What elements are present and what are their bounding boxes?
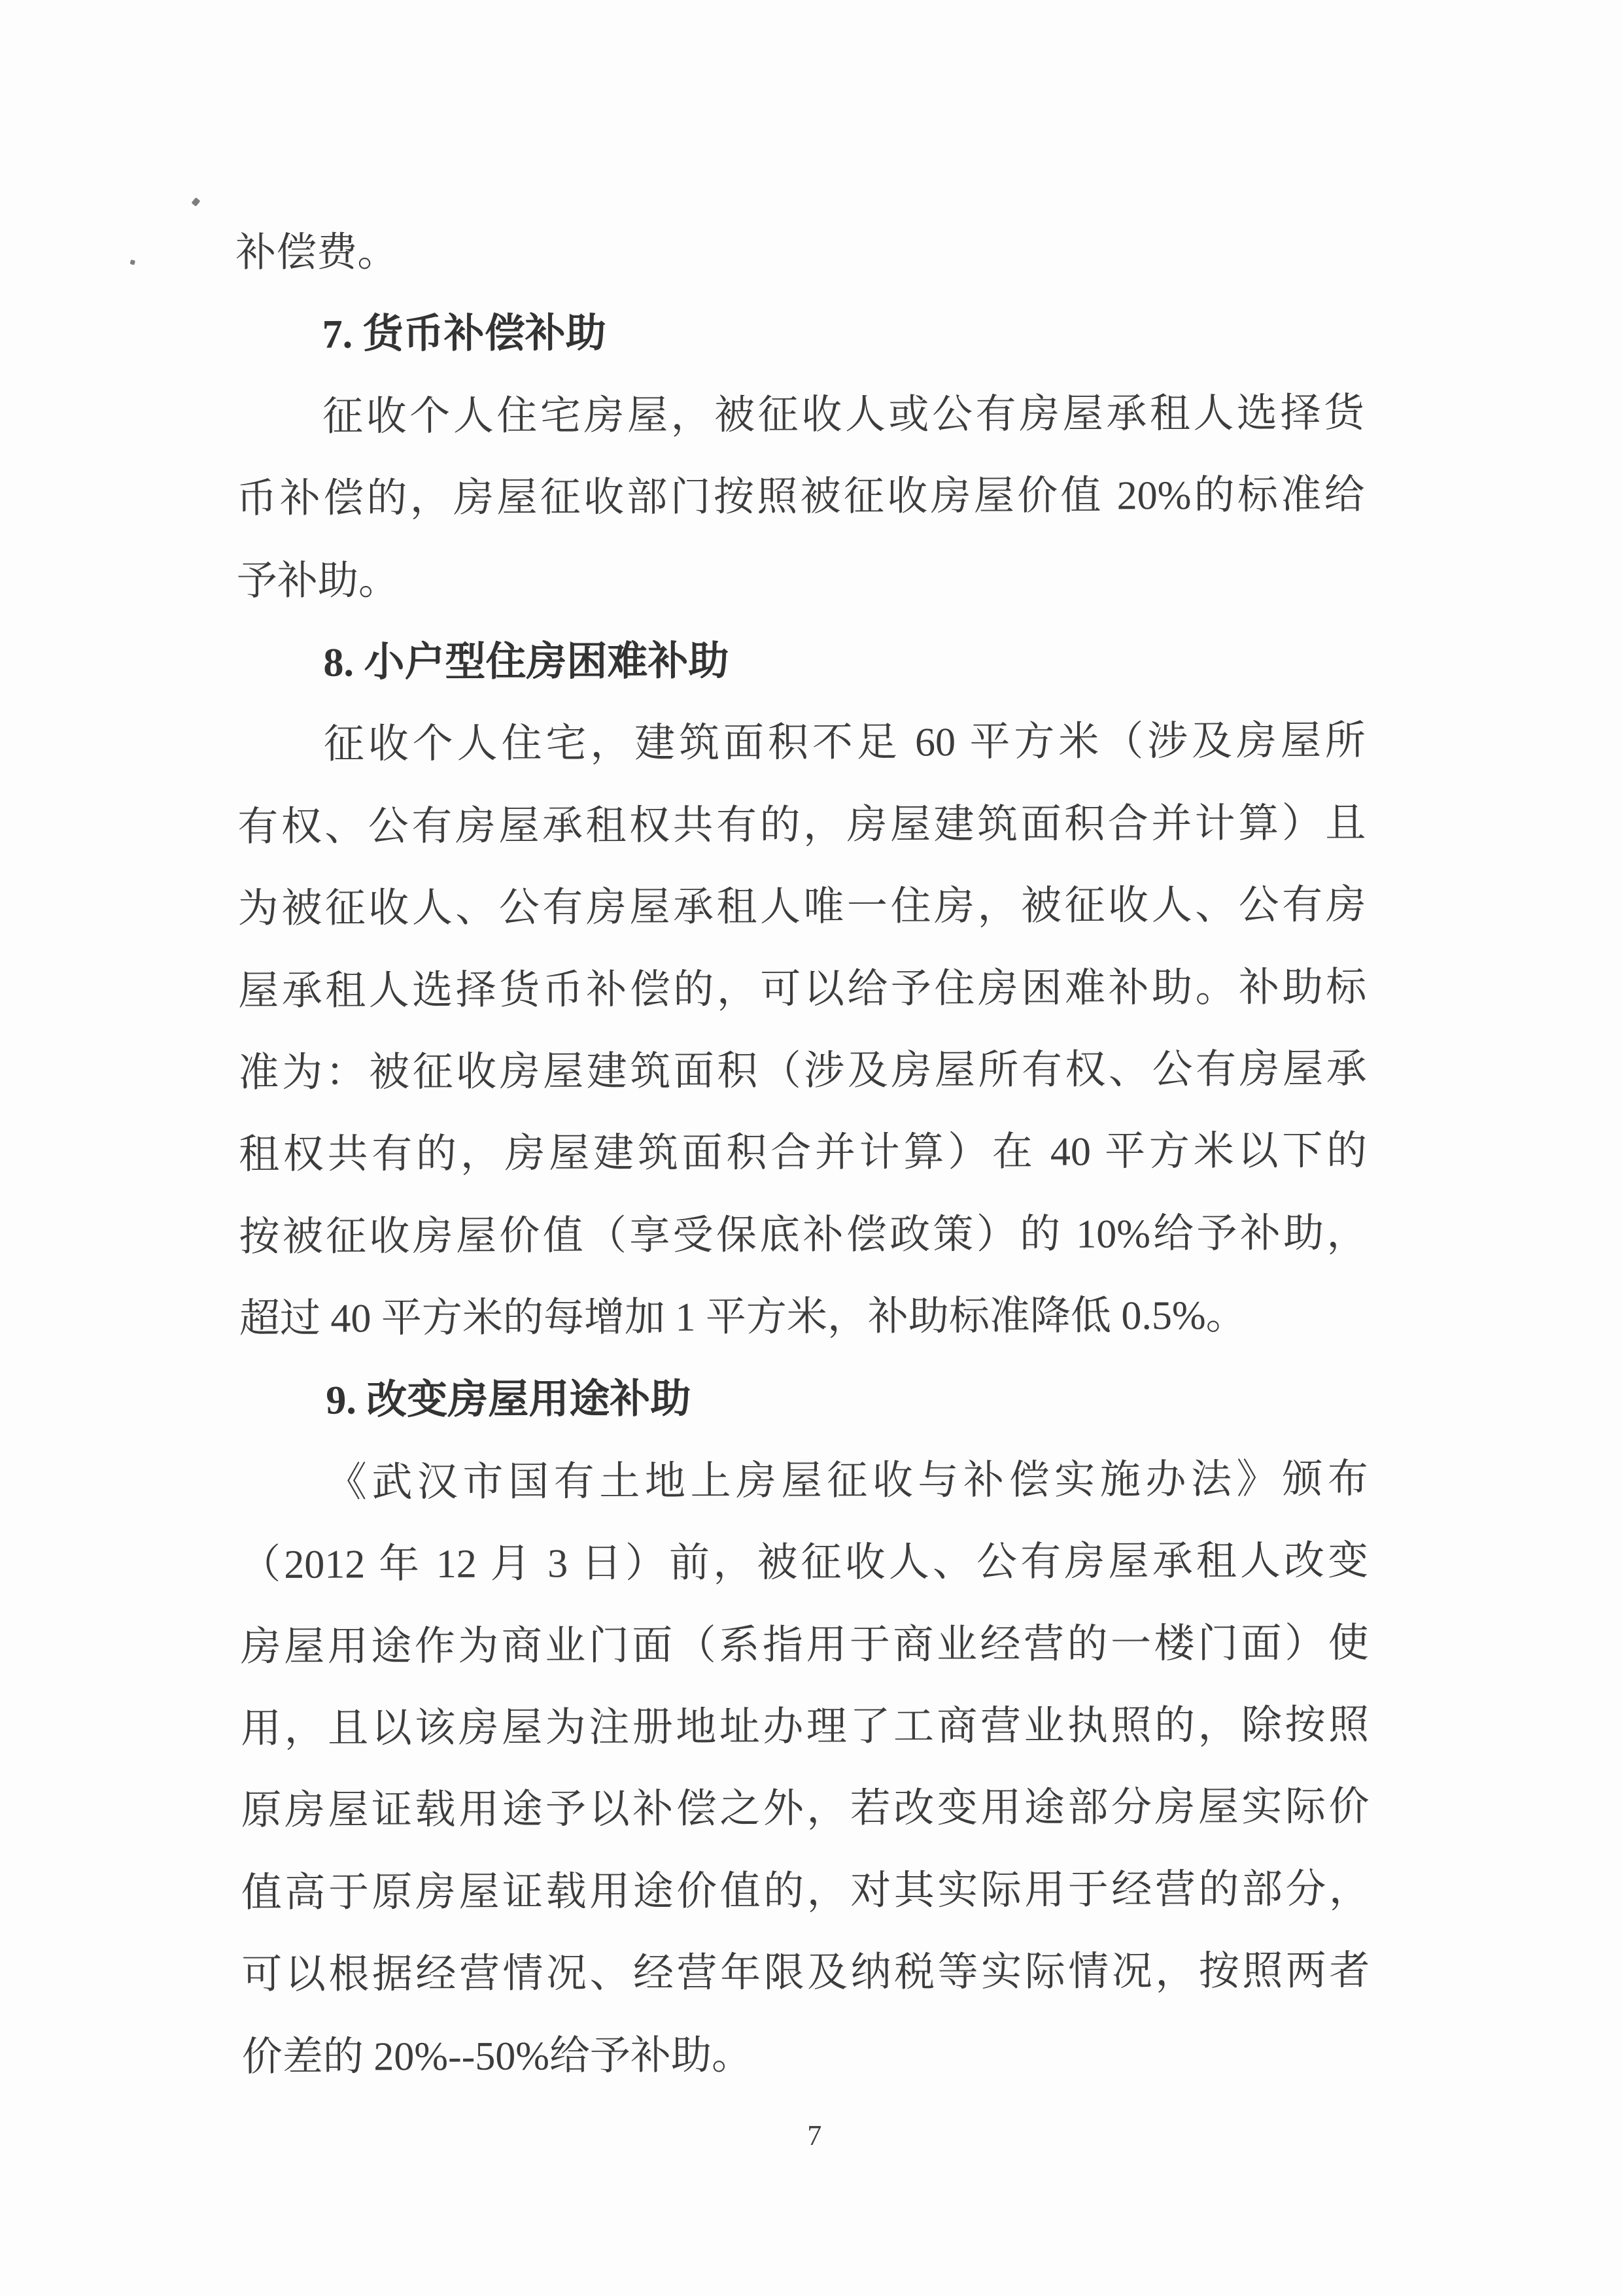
text-line: 征收个人住宅房屋，被征收人或公有房屋承租人选择货	[322, 390, 1365, 439]
document-body	[235, 209, 1370, 2099]
section-heading: 7. 货币补偿补助	[322, 311, 606, 357]
text-line: 有权、公有房屋承租权共有的，房屋建筑面积合并计算）且	[237, 800, 1366, 849]
text-line: 屋承租人选择货币补偿的，可以给予住房困难补助。补助标	[238, 965, 1367, 1014]
text-line: 按被征收房屋价值（享受保底补偿政策）的 10%给予补助，	[239, 1210, 1368, 1259]
section-heading: 9. 改变房屋用途补助	[326, 1377, 691, 1424]
text-line: 值高于原房屋证载用途价值的，对其实际用于经营的部分，	[241, 1866, 1370, 1915]
page-number: 7	[807, 2119, 822, 2152]
text-line: 征收个人住宅，建筑面积不足 60 平方米（涉及房屋所	[323, 719, 1366, 767]
text-line: 为被征收人、公有房屋承租人唯一住房，被征收人、公有房	[237, 883, 1366, 932]
text-line: 补偿费。	[235, 230, 398, 276]
section-heading: 8. 小户型住房困难补助	[323, 639, 729, 685]
text-line: 币补偿的，房屋征收部门按照被征收房屋价值 20%的标准给	[236, 473, 1365, 522]
text-line: 价差的 20%--50%给予补助。	[241, 2032, 753, 2080]
text-line: 予补助。	[236, 558, 400, 604]
scan-speck	[191, 197, 200, 207]
text-line: 《武汉市国有土地上房屋征收与补偿实施办法》颁布	[326, 1456, 1368, 1505]
text-line: 原房屋证载用途予以补偿之外，若改变用途部分房屋实际价	[241, 1785, 1370, 1834]
scan-speck	[129, 260, 135, 266]
text-line: 租权共有的，房屋建筑面积合并计算）在 40 平方米以下的	[238, 1129, 1368, 1178]
text-line: 超过 40 平方米的每增加 1 平方米，补助标准降低 0.5%。	[239, 1293, 1247, 1342]
text-line: 用，且以该房屋为注册地址办理了工商营业执照的，除按照	[240, 1703, 1370, 1752]
text-line: 准为：被征收房屋建筑面积（涉及房屋所有权、公有房屋承	[238, 1046, 1367, 1095]
text-line: （2012 年 12 月 3 日）前，被征收人、公有房屋承租人改变	[240, 1539, 1369, 1588]
text-line: 可以根据经营情况、经营年限及纳税等实际情况，按照两者	[241, 1949, 1370, 1998]
text-line: 房屋用途作为商业门面（系指用于商业经营的一楼门面）使	[240, 1620, 1369, 1670]
scan-artifacts	[0, 0, 1618, 3]
